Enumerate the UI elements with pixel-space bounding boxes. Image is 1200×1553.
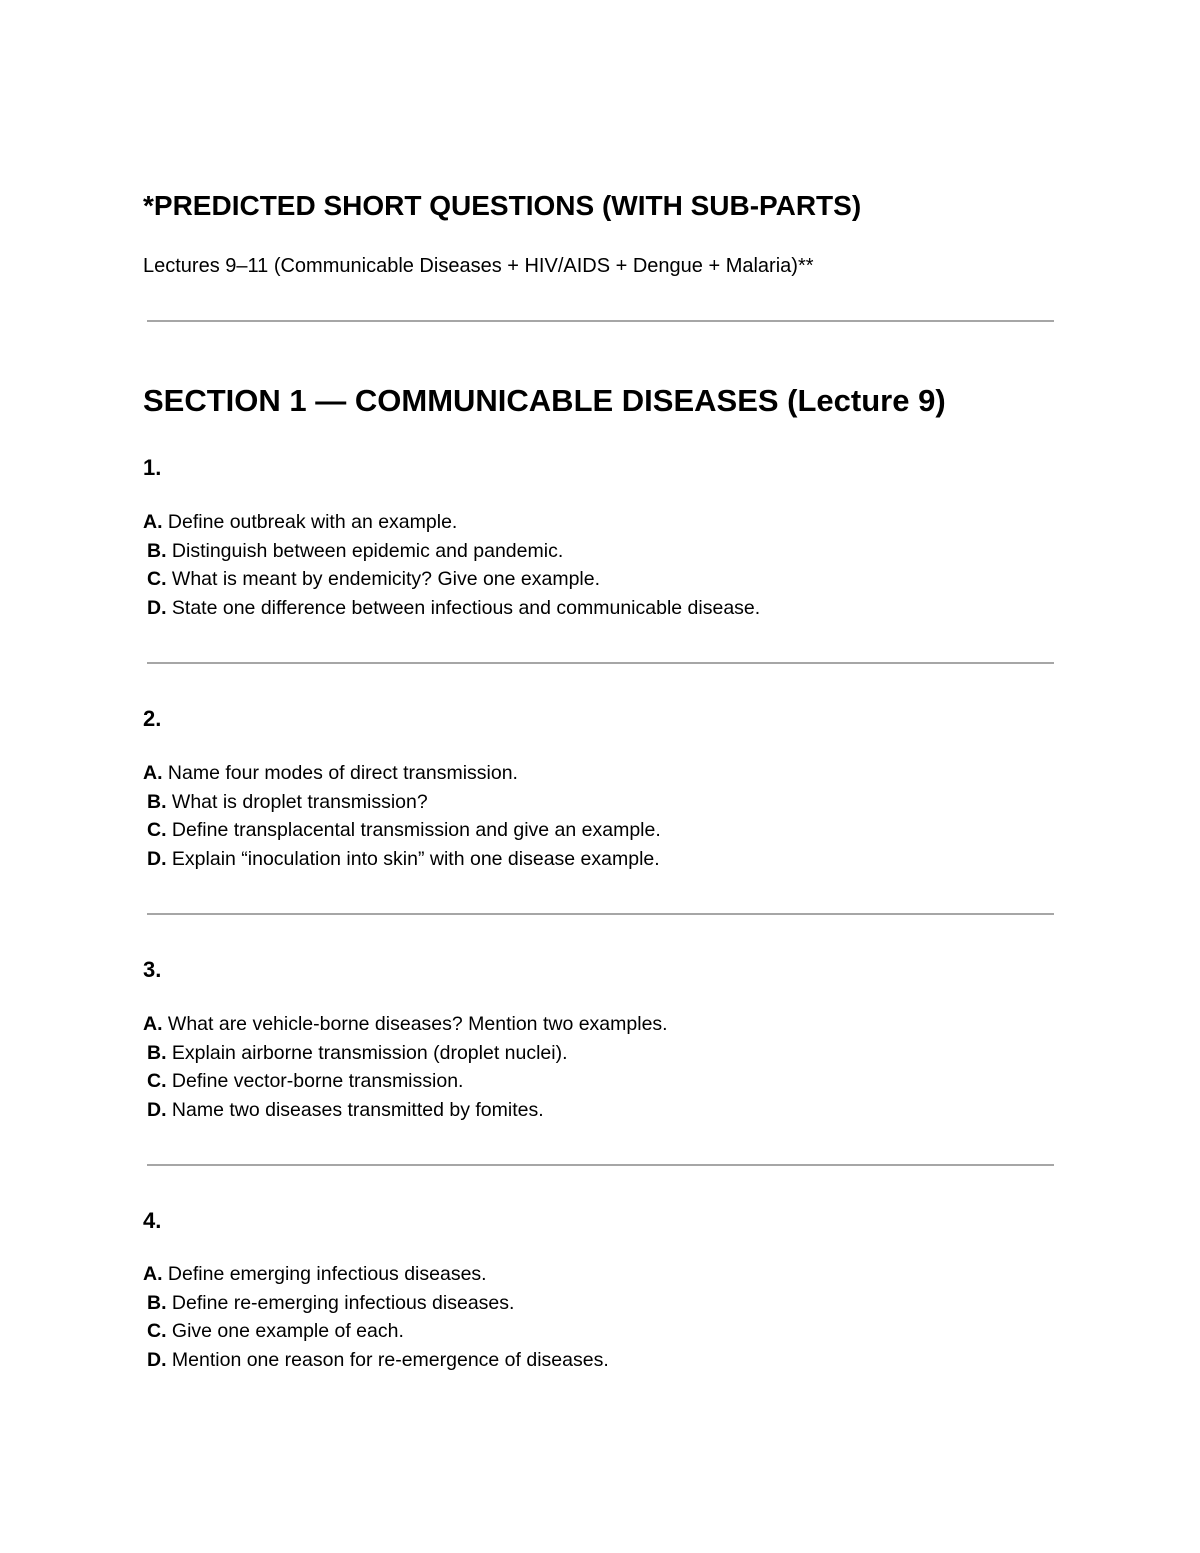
part-text: State one difference between infectious and communicable disease. <box>166 596 761 619</box>
part-text: Distinguish between epidemic and pandemic. <box>166 539 564 562</box>
part-text: What is meant by endemicity? Give one example. <box>166 568 601 591</box>
part-text: Name two diseases transmitted by fomites. <box>166 1098 544 1121</box>
question-part <box>143 594 760 623</box>
part-letter: D. <box>147 596 167 619</box>
question-part <box>143 1346 609 1375</box>
question-number: 2. <box>143 706 162 731</box>
part-text: Explain “inoculation into skin” with one disease example. <box>166 847 660 870</box>
part-text: Define re-emerging infectious diseases. <box>166 1291 515 1314</box>
question-part <box>143 845 661 874</box>
question-part <box>143 565 760 594</box>
part-text: Mention one reason for re-emergence of diseases. <box>166 1348 609 1371</box>
divider <box>147 662 1054 664</box>
question-part <box>143 788 661 817</box>
question-part <box>143 759 661 788</box>
part-letter: B. <box>147 539 167 562</box>
part-letter: C. <box>147 1320 167 1343</box>
section-title: SECTION 1 — COMMUNICABLE DISEASES (Lecture 9) <box>143 383 946 418</box>
part-letter: C. <box>147 1070 167 1093</box>
part-letter: D. <box>147 847 167 870</box>
question-part <box>143 1289 609 1318</box>
part-letter: C. <box>147 568 167 591</box>
question-parts <box>143 759 661 873</box>
part-letter: B. <box>147 1041 167 1064</box>
question-part <box>143 1010 668 1039</box>
part-letter: A. <box>143 511 163 533</box>
part-text: Define vector-borne transmission. <box>166 1070 464 1093</box>
part-text: Explain airborne transmission (droplet nuclei). <box>166 1041 568 1064</box>
question-number: 3. <box>143 957 162 982</box>
part-letter: D. <box>147 1348 167 1371</box>
question-parts <box>143 508 760 622</box>
question-parts <box>143 1260 609 1374</box>
question-part <box>143 1260 609 1289</box>
part-letter: C. <box>147 819 167 842</box>
part-letter: D. <box>147 1098 167 1121</box>
part-text: What are vehicle-borne diseases? Mention two examples. <box>162 1013 668 1035</box>
part-text: Give one example of each. <box>166 1320 404 1343</box>
question-number: 1. <box>143 455 162 480</box>
document-subtitle: Lectures 9–11 (Communicable Diseases + HIV/AIDS + Dengue + Malaria)** <box>143 255 814 277</box>
question-part <box>143 816 661 845</box>
part-letter: A. <box>143 1263 163 1285</box>
document-title: *PREDICTED SHORT QUESTIONS (WITH SUB-PARTS) <box>143 190 862 221</box>
part-letter: A. <box>143 762 163 784</box>
part-text: Define transplacental transmission and give an example. <box>166 819 661 842</box>
part-text: Define outbreak with an example. <box>162 511 458 533</box>
part-text: Name four modes of direct transmission. <box>162 762 518 784</box>
part-text: What is droplet transmission? <box>166 790 428 813</box>
part-letter: A. <box>143 1013 163 1035</box>
question-number: 4. <box>143 1208 162 1233</box>
question-part <box>143 1096 668 1125</box>
divider <box>147 320 1054 322</box>
part-letter: B. <box>147 790 167 813</box>
question-part <box>143 1067 668 1096</box>
question-part <box>143 508 760 537</box>
divider <box>147 1164 1054 1166</box>
question-parts <box>143 1010 668 1124</box>
question-part <box>143 1317 609 1346</box>
question-part <box>143 537 760 566</box>
part-text: Define emerging infectious diseases. <box>162 1263 487 1285</box>
part-letter: B. <box>147 1291 167 1314</box>
question-part <box>143 1039 668 1068</box>
divider <box>147 913 1054 915</box>
